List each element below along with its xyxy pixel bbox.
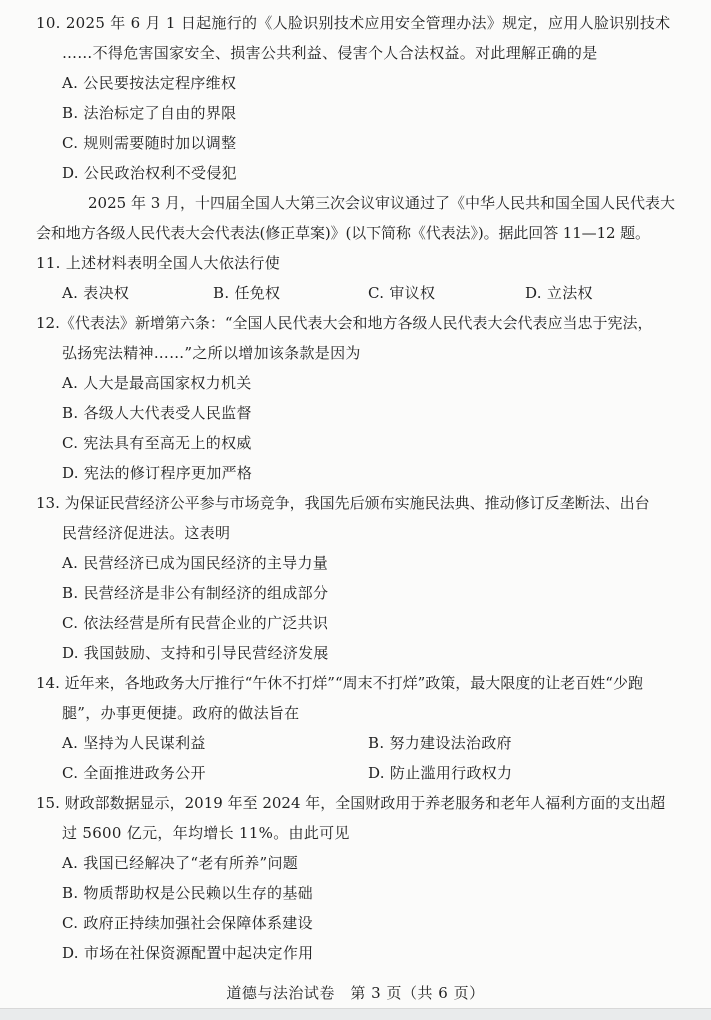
question-13-option-d: D. 我国鼓励、支持和引导民营经济发展 xyxy=(62,644,329,662)
question-12-option-a: A. 人大是最高国家权力机关 xyxy=(62,374,252,392)
question-15-option-c: C. 政府正持续加强社会保障体系建设 xyxy=(62,914,313,932)
question-11-option-b: B. 任免权 xyxy=(213,284,281,302)
question-15-option-b: B. 物质帮助权是公民赖以生存的基础 xyxy=(62,884,313,902)
question-12-option-b: B. 各级人大代表受人民监督 xyxy=(62,404,252,422)
question-14-option-c: C. 全面推进政务公开 xyxy=(62,764,206,782)
question-15-stem-line1: 15. 财政部数据显示，2019 年至 2024 年，全国财政用于养老服务和老年人福利方面的支出超 xyxy=(36,794,666,812)
question-10-option-c: C. 规则需要随时加以调整 xyxy=(62,134,237,152)
question-12-stem-line1: 12.《代表法》新增第六条：“全国人民代表大会和地方各级人民代表大会代表应当忠于宪法， xyxy=(36,314,653,332)
question-12-option-d: D. 宪法的修订程序更加严格 xyxy=(62,464,253,482)
question-11-stem: 11. 上述材料表明全国人大依法行使 xyxy=(36,254,281,272)
question-13-option-a: A. 民营经济已成为国民经济的主导力量 xyxy=(62,554,329,572)
question-13-stem-line1: 13. 为保证民营经济公平参与市场竞争，我国先后颁布实施民法典、推动修订反垄断法、出台 xyxy=(36,494,650,512)
page-footer: 道德与法治试卷 第 3 页（共 6 页） xyxy=(226,984,485,1002)
question-12-option-c: C. 宪法具有至高无上的权威 xyxy=(62,434,252,452)
question-12-stem-line2: 弘扬宪法精神……”之所以增加该条款是因为 xyxy=(62,344,361,362)
question-13-option-b: B. 民营经济是非公有制经济的组成部分 xyxy=(62,584,329,602)
question-14-stem-line1: 14. 近年来，各地政务大厅推行“午休不打烊”“周末不打烊”政策，最大限度的让老百姓“少跑 xyxy=(36,674,643,692)
question-15-option-a: A. 我国已经解决了“老有所养”问题 xyxy=(62,854,299,872)
question-10-option-b: B. 法治标定了自由的界限 xyxy=(62,104,237,122)
question-11-option-a: A. 表决权 xyxy=(62,284,130,302)
question-13-stem-line2: 民营经济促进法。这表明 xyxy=(62,524,231,542)
material-line1: 2025 年 3 月，十四届全国人大第三次会议审议通过了《中华人民共和国全国人民代表大 xyxy=(88,194,676,212)
question-13-option-c: C. 依法经营是所有民营企业的广泛共识 xyxy=(62,614,329,632)
question-10-stem-line1: 10. 2025 年 6 月 1 日起施行的《人脸识别技术应用安全管理办法》规定，应用人脸识别技术 xyxy=(36,14,671,32)
question-14-option-d: D. 防止滥用行政权力 xyxy=(368,764,513,782)
question-10-stem-line2: ……不得危害国家安全、损害公共利益、侵害个人合法权益。对此理解正确的是 xyxy=(62,44,598,62)
question-15-stem-line2: 过 5600 亿元，年均增长 11%。由此可见 xyxy=(62,824,350,842)
material-line2: 会和地方各级人民代表大会代表法(修正草案)》(以下简称《代表法》)。据此回答 11—12 题。 xyxy=(36,224,650,242)
question-14-option-a: A. 坚持为人民谋利益 xyxy=(62,734,206,752)
question-11-option-d: D. 立法权 xyxy=(525,284,593,302)
question-14-stem-line2: 腿”，办事更便捷。政府的做法旨在 xyxy=(62,704,300,722)
question-11-option-c: C. 审议权 xyxy=(368,284,436,302)
question-10-option-d: D. 公民政治权利不受侵犯 xyxy=(62,164,237,182)
question-10-option-a: A. 公民要按法定程序维权 xyxy=(62,74,237,92)
question-15-option-d: D. 市场在社保资源配置中起决定作用 xyxy=(62,944,314,962)
question-14-option-b: B. 努力建设法治政府 xyxy=(368,734,512,752)
